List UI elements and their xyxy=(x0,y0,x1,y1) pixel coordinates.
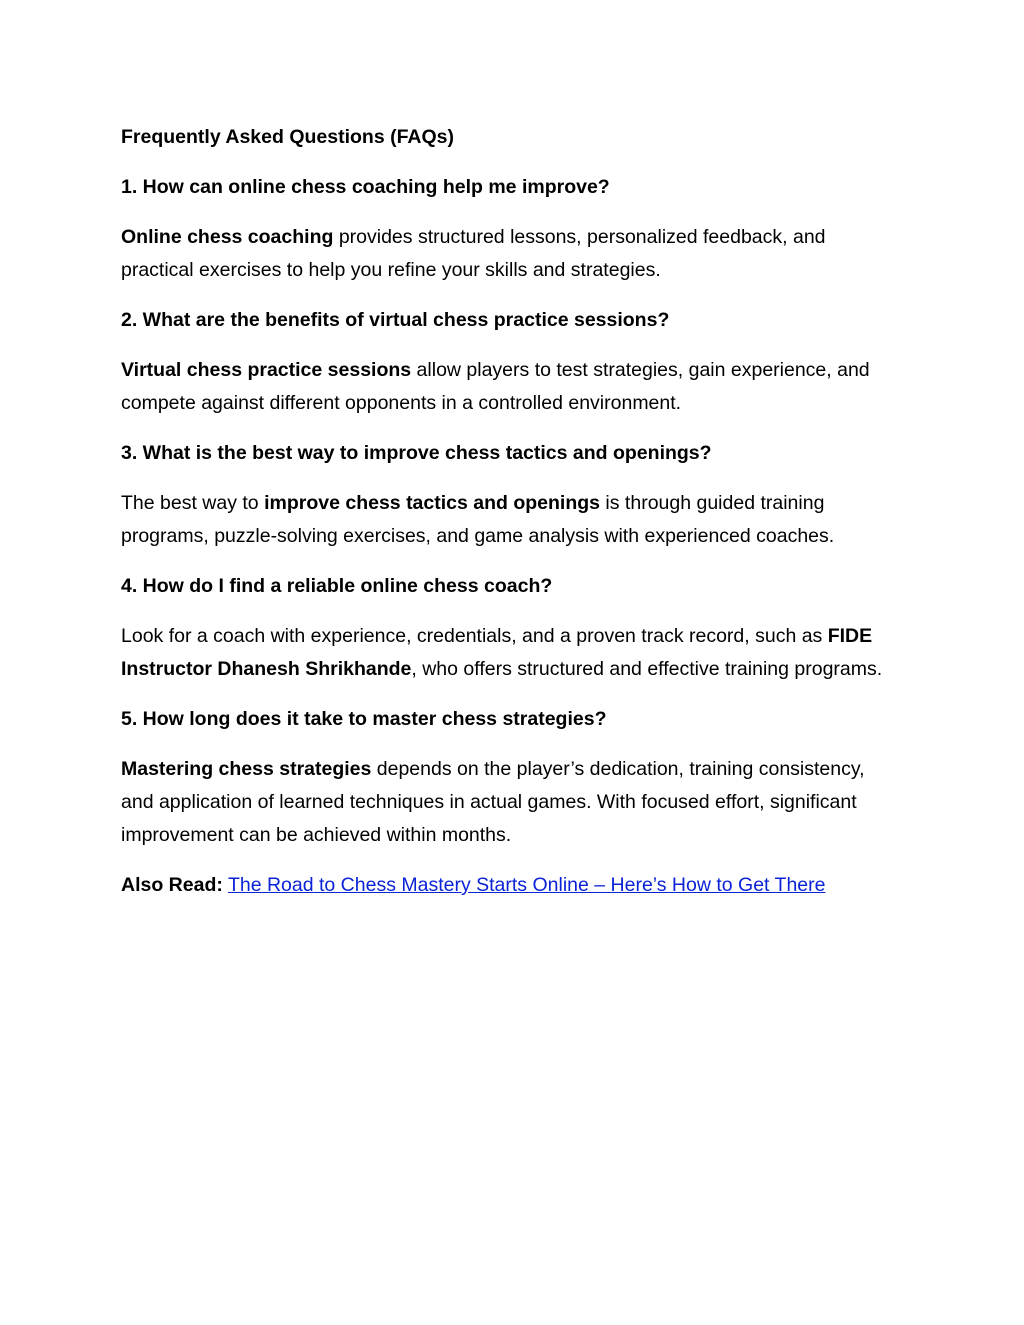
faq-answer-4-lead: Look for a coach with experience, credentials, and a proven track record, such as xyxy=(121,625,828,647)
faq-answer-2 xyxy=(121,354,901,420)
faq-answer-2-body: allow players to test strategies, gain experience, and compete against different opponents in a controlled environment. xyxy=(121,359,870,414)
faq-answer-3 xyxy=(121,487,901,553)
faq-answer-5 xyxy=(121,753,901,852)
faq-answer-1-keyword: Online chess coaching xyxy=(121,226,334,248)
faq-answer-4-body: , who offers structured and effective training programs. xyxy=(411,658,883,680)
faq-heading: Frequently Asked Questions (FAQs) xyxy=(121,126,455,148)
faq-answer-1 xyxy=(121,221,901,287)
faq-answer-3-keyword: improve chess tactics and openings xyxy=(264,492,601,514)
faq-answer-3-lead: The best way to xyxy=(121,492,265,514)
faq-answer-4 xyxy=(121,620,901,686)
faq-answer-1-body: provides structured lessons, personalized feedback, and practical exercises to help you refine your skills and strategies. xyxy=(121,226,826,281)
faq-answer-5-keyword: Mastering chess strategies xyxy=(121,758,372,780)
faq-section xyxy=(121,121,901,902)
also-read xyxy=(121,869,901,902)
faq-answer-2-keyword: Virtual chess practice sessions xyxy=(121,359,412,381)
faq-answer-3-body: is through guided training programs, puzzle-solving exercises, and game analysis with experienced coaches. xyxy=(121,492,835,547)
faq-answer-4-keyword: FIDE Instructor Dhanesh Shrikhande xyxy=(121,625,873,680)
faq-question-5: 5. How long does it take to master chess strategies? xyxy=(121,708,607,730)
faq-question-3: 3. What is the best way to improve chess tactics and openings? xyxy=(121,442,712,464)
faq-question-1: 1. How can online chess coaching help me improve? xyxy=(121,176,610,198)
also-read-label: Also Read: xyxy=(121,874,223,896)
also-read-link[interactable]: The Road to Chess Mastery Starts Online – Here’s How to Get There xyxy=(227,874,826,896)
faq-question-2: 2. What are the benefits of virtual chess practice sessions? xyxy=(121,309,670,331)
faq-answer-5-body: depends on the player’s dedication, training consistency, and application of learned techniques in actual games. With focused effort, significant improvement can be achieved within months. xyxy=(121,758,865,846)
faq-question-4: 4. How do I find a reliable online chess coach? xyxy=(121,575,553,597)
